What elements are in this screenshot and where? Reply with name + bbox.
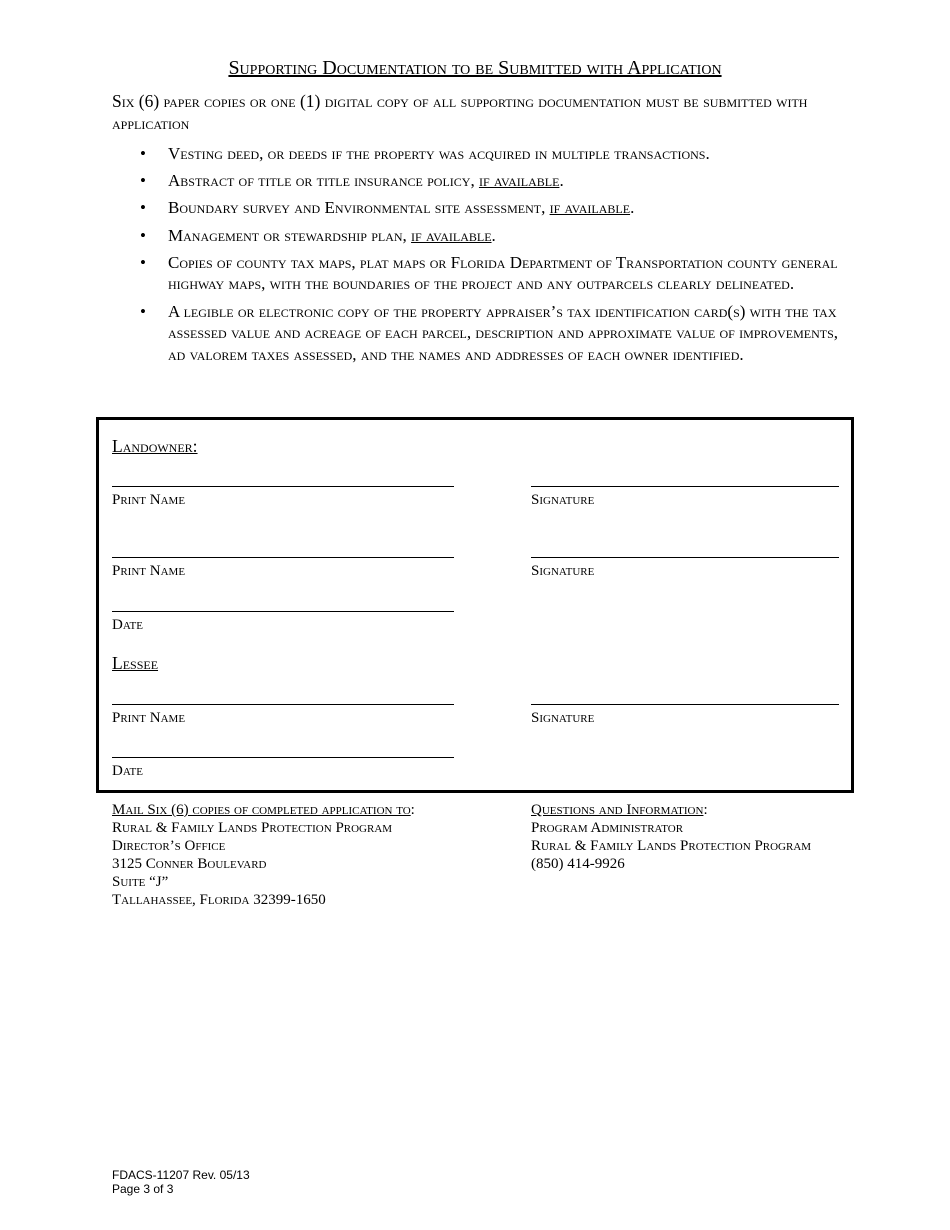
landowner-signature-line-1[interactable]: [531, 486, 839, 487]
signature-label: Signature: [531, 710, 595, 726]
page-title: Supporting Documentation to be Submitted with Application: [228, 57, 722, 79]
contact-line: Rural & Family Lands Protection Program: [531, 838, 812, 854]
address-line: Director’s Office: [112, 838, 226, 854]
page-number: Page 3 of 3: [112, 1182, 174, 1196]
list-item: • Management or stewardship plan, if available.: [140, 225, 845, 247]
date-label: Date: [112, 617, 143, 633]
questions-block: Questions and Information: Program Administrator Rural & Family Lands Protection Program (850) 414-9926: [531, 802, 812, 872]
lessee-heading: Lessee: [112, 653, 159, 673]
list-item: • Abstract of title or title insurance policy, if available.: [140, 170, 845, 192]
list-item: • Boundary survey and Environmental site assessment, if available.: [140, 197, 845, 219]
signature-label: Signature: [531, 492, 595, 508]
landowner-date-line[interactable]: [112, 611, 454, 612]
intro-paragraph: Six (6) paper copies or one (1) digital copy of all supporting documentation must be submitted with application: [112, 91, 808, 133]
print-name-label: Print Name: [112, 563, 186, 579]
landowner-signature-line-2[interactable]: [531, 557, 839, 558]
form-number: FDACS-11207 Rev. 05/13: [112, 1168, 250, 1182]
landowner-print-name-line-1[interactable]: [112, 486, 454, 487]
mail-heading: Mail Six (6) copies of completed application to: [112, 802, 411, 818]
address-line: Suite “J”: [112, 874, 169, 890]
list-item: • Copies of county tax maps, plat maps or Florida Department of Transportation county general highway maps, with the boundaries of the project and any outparcels clearly delineated.: [140, 252, 845, 295]
list-item: • Vesting deed, or deeds if the property was acquired in multiple transactions.: [140, 143, 845, 165]
questions-heading: Questions and Information: [531, 802, 704, 818]
landowner-print-name-line-2[interactable]: [112, 557, 454, 558]
contact-phone: (850) 414-9926: [531, 856, 625, 872]
address-line: 3125 Conner Boulevard: [112, 856, 267, 872]
date-label: Date: [112, 763, 143, 779]
print-name-label: Print Name: [112, 710, 186, 726]
address-line: Rural & Family Lands Protection Program: [112, 820, 393, 836]
mail-address-block: Mail Six (6) copies of completed application to: Rural & Family Lands Protection Program Director’s Office 3125 Conner Boulevard Suite “J” Tallahassee, Florida 32399-1650: [112, 802, 415, 908]
address-line: Tallahassee, Florida 32399-1650: [112, 892, 326, 908]
page-footer: [112, 1168, 250, 1196]
print-name-label: Print Name: [112, 492, 186, 508]
landowner-heading: Landowner:: [112, 436, 198, 456]
contact-line: Program Administrator: [531, 820, 684, 836]
requirements-list: [140, 143, 845, 371]
signature-label: Signature: [531, 563, 595, 579]
lessee-print-name-line[interactable]: [112, 704, 454, 705]
lessee-signature-line[interactable]: [531, 704, 839, 705]
signature-box: [96, 417, 854, 793]
list-item: • A legible or electronic copy of the property appraiser’s tax identification card(s) with the tax assessed value and acreage of each parcel, description and approximate value of improvements, ad valorem taxes assessed, and the names and addresses of each owner identified.: [140, 301, 845, 366]
lessee-date-line[interactable]: [112, 757, 454, 758]
